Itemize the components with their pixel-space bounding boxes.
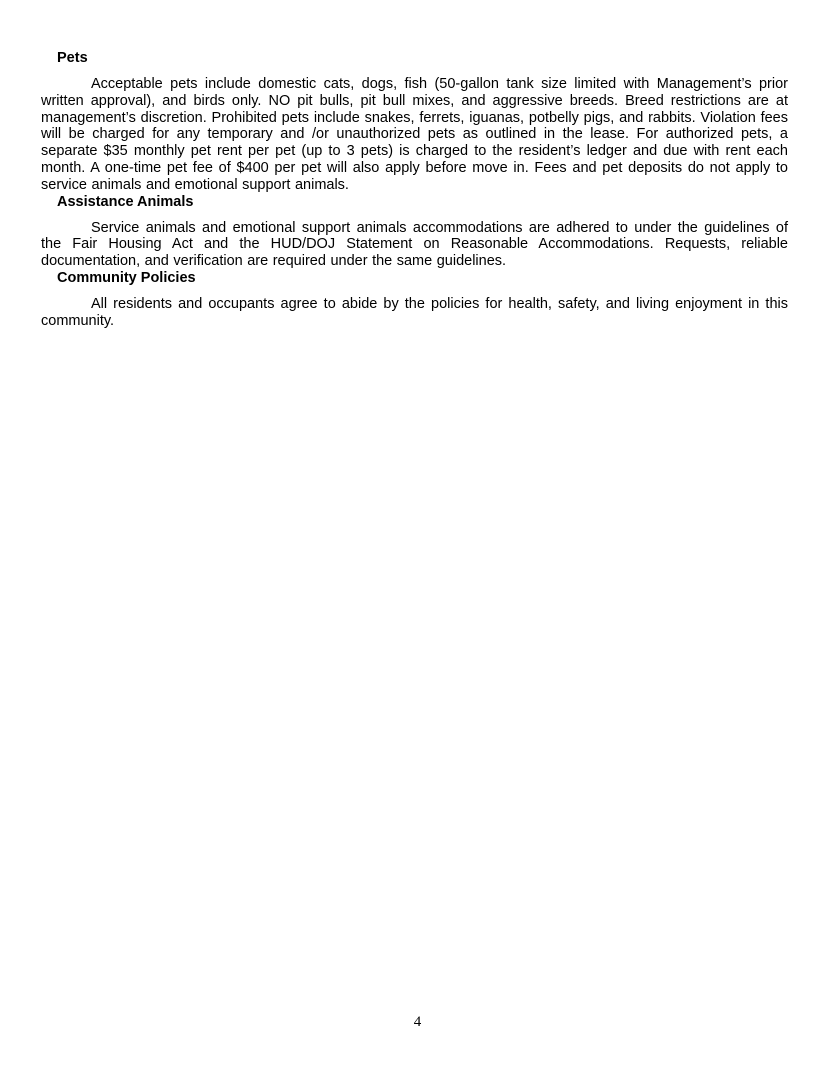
paragraph-pets: Acceptable pets include domestic cats, dogs, fish (50-gallon tank size limited with Management’s prior written approval), and birds only. NO pit bulls, pit bull mixes, and aggressive breeds. Breed restrictions are at management’s discretion. Prohibited pets include snakes, ferrets, iguanas, potbelly pigs, and rabbits. Violation fees will be charged for any temporary and /or unauthorized pets as outlined in the lease. For authorized pets, a separate $35 monthly pet rent per pet (up to 3 pets) is charged to the resident’s ledger and due with rent each month. A one-time pet fee of $400 per pet will also apply before move in. Fees and pet deposits do not apply to service animals and emotional support animals.: [41, 76, 788, 193]
section-assistance-animals: [41, 194, 788, 270]
paragraph-assistance-animals: Service animals and emotional support animals accommodations are adhered to under the guidelines of the Fair Housing Act and the HUD/DOJ Statement on Reasonable Accommodations. Requests, reliable documentation, and verification are required under the same guidelines.: [41, 219, 788, 270]
document-content: [41, 50, 788, 330]
section-community-policies: [41, 270, 788, 330]
section-pets: [41, 50, 788, 194]
section-heading-assistance-animals: Assistance Animals: [57, 193, 194, 210]
page-number: 4: [413, 1014, 422, 1030]
paragraph-community-policies: All residents and occupants agree to abide by the policies for health, safety, and living enjoyment in this community.: [41, 295, 788, 329]
section-heading-community-policies: Community Policies: [57, 269, 196, 286]
section-heading-pets: Pets: [57, 50, 88, 66]
